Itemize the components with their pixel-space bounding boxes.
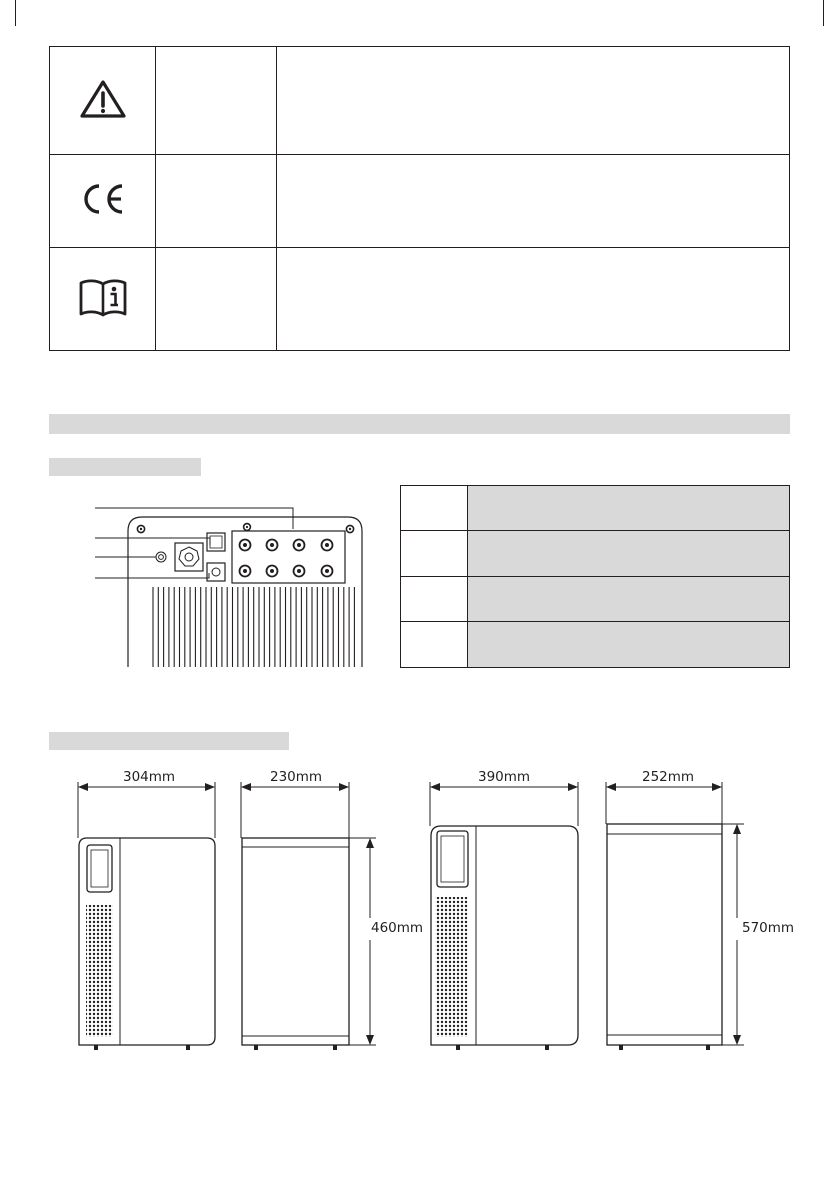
symbol-description [277, 248, 790, 351]
ports-subheading-bar [49, 458, 201, 476]
large-unit-height-label: 570mm [742, 920, 795, 936]
small-unit-depth-label: 230mm [270, 769, 323, 785]
large-unit-depth-label: 252mm [642, 769, 695, 785]
manual-info-icon [77, 277, 129, 317]
section-heading-bar [49, 414, 790, 434]
port-legend-row [401, 531, 790, 577]
symbol-description [277, 155, 790, 248]
port-legend-row [401, 486, 790, 531]
symbol-name [156, 248, 277, 351]
port-legend-table [400, 485, 790, 668]
large-unit-width-label: 390mm [478, 769, 531, 785]
dimensions-subheading-bar [49, 732, 289, 750]
port-number [401, 622, 468, 668]
rear-panel-diagram [95, 505, 365, 669]
trim-mark-right [823, 0, 824, 26]
port-description [468, 622, 790, 668]
port-number [401, 531, 468, 577]
port-description [468, 531, 790, 577]
dimensions-diagram [0, 760, 839, 1060]
port-description [468, 486, 790, 531]
port-legend-row [401, 622, 790, 668]
symbols-table [49, 46, 790, 351]
ce-mark-icon [80, 182, 126, 216]
symbol-cell [50, 155, 156, 248]
trim-mark-left [15, 0, 16, 26]
symbol-cell [50, 47, 156, 155]
symbol-name [156, 155, 277, 248]
symbol-row-ce [50, 155, 790, 248]
symbol-name [156, 47, 277, 155]
port-number [401, 486, 468, 531]
symbol-cell [50, 248, 156, 351]
symbol-row-warning [50, 47, 790, 155]
port-legend-row [401, 577, 790, 622]
port-description [468, 577, 790, 622]
symbol-description [277, 47, 790, 155]
symbol-row-manual [50, 248, 790, 351]
port-number [401, 577, 468, 622]
warning-triangle-icon [79, 78, 127, 120]
small-unit-height-label: 460mm [371, 920, 424, 936]
small-unit-width-label: 304mm [123, 769, 176, 785]
